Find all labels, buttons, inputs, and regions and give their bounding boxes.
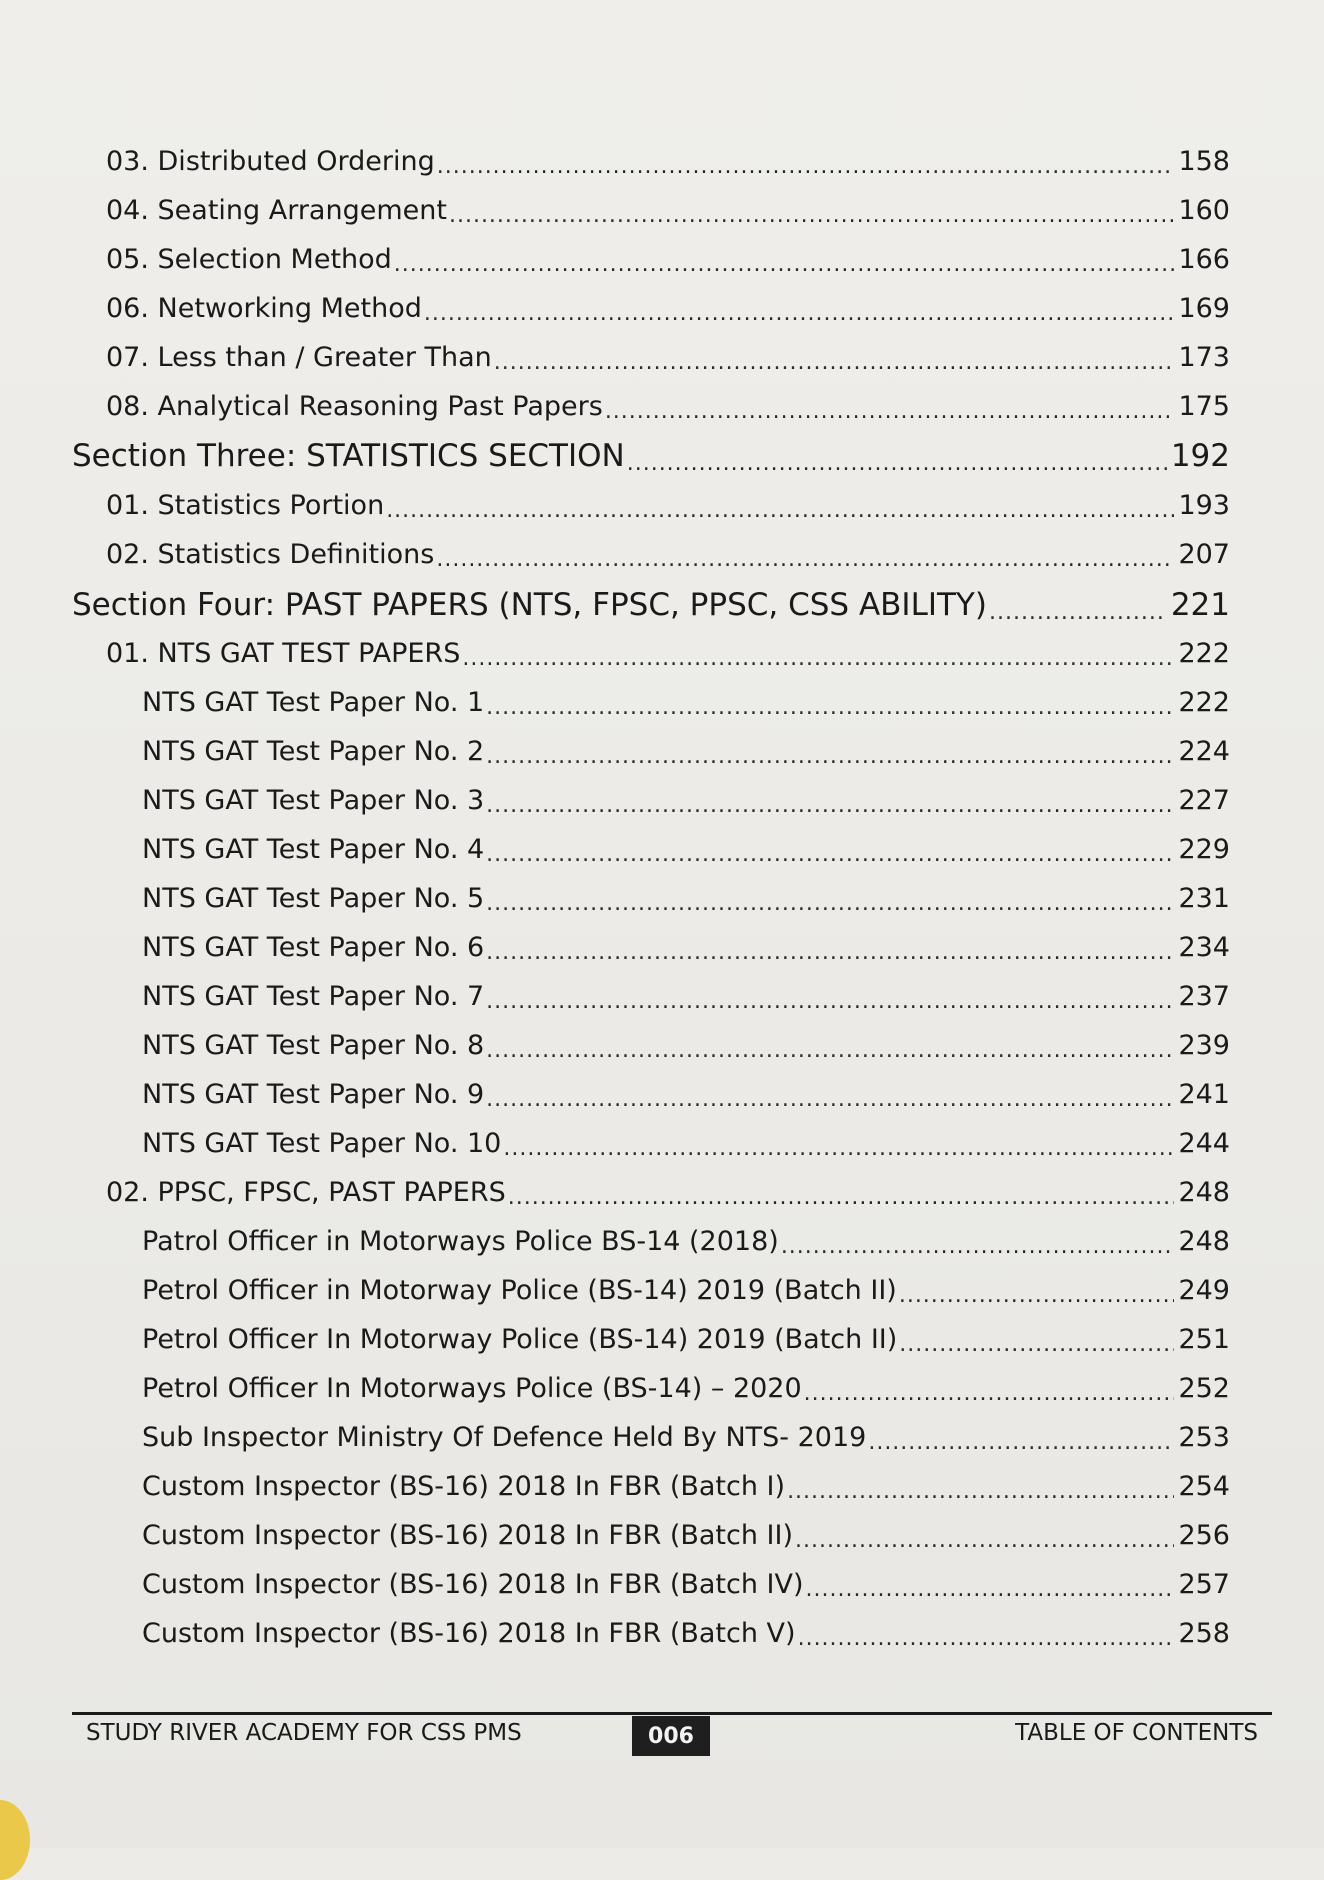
toc-entry-title: NTS GAT Test Paper No. 5 — [142, 883, 485, 914]
toc-entry-title: Custom Inspector (BS-16) 2018 In FBR (Batch I) — [142, 1471, 786, 1502]
dot-leader — [494, 346, 1175, 373]
toc-entry-page: 251 — [1178, 1324, 1230, 1355]
footer-section-label: TABLE OF CONTENTS — [1015, 1720, 1258, 1746]
toc-entry — [142, 785, 1230, 816]
toc-entry-title: Petrol Officer In Motorways Police (BS-14) – 2020 — [142, 1373, 802, 1404]
toc-entry — [106, 146, 1230, 177]
toc-entry-page: 192 — [1170, 438, 1230, 474]
toc-entry-page: 252 — [1178, 1373, 1230, 1404]
toc-entry — [142, 1618, 1230, 1649]
toc-section-heading — [72, 587, 1230, 623]
toc-entry-page: 222 — [1178, 638, 1230, 669]
toc-entry — [106, 293, 1230, 324]
toc-entry — [142, 883, 1230, 914]
toc-entry — [142, 981, 1230, 1012]
toc-entry-page: 249 — [1178, 1275, 1230, 1306]
toc-entry — [142, 1520, 1230, 1551]
toc-entry-page: 229 — [1178, 834, 1230, 865]
toc-entry-page: 248 — [1178, 1226, 1230, 1257]
toc-entry-page: 244 — [1178, 1128, 1230, 1159]
toc-entry-page: 166 — [1178, 244, 1230, 275]
dot-leader — [486, 838, 1174, 865]
toc-entry-page: 222 — [1178, 687, 1230, 718]
dot-leader — [804, 1377, 1175, 1404]
toc-entry-page: 227 — [1178, 785, 1230, 816]
dot-leader — [486, 985, 1174, 1012]
toc-entry-title: Patrol Officer in Motorways Police BS-14 (2018) — [142, 1226, 779, 1257]
toc-entry-page: 207 — [1178, 539, 1230, 570]
toc-entry-page: 248 — [1178, 1177, 1230, 1208]
toc-entry-title: NTS GAT Test Paper No. 10 — [142, 1128, 502, 1159]
dot-leader — [868, 1426, 1174, 1453]
toc-entry-page: 239 — [1178, 1030, 1230, 1061]
dot-leader — [503, 1132, 1174, 1159]
page-number-badge: 006 — [632, 1716, 710, 1756]
toc-entry-page: 237 — [1178, 981, 1230, 1012]
toc-section-heading — [72, 438, 1230, 474]
toc-entry — [142, 736, 1230, 767]
toc-entry-page: 234 — [1178, 932, 1230, 963]
toc-entry-page: 254 — [1178, 1471, 1230, 1502]
toc-entry-title: 02. PPSC, FPSC, PAST PAPERS — [106, 1177, 506, 1208]
toc-entry-page: 253 — [1178, 1422, 1230, 1453]
toc-entry-title: Section Four: PAST PAPERS (NTS, FPSC, PPSC, CSS ABILITY) — [72, 587, 987, 623]
dot-leader — [486, 691, 1174, 718]
toc-entry-title: Custom Inspector (BS-16) 2018 In FBR (Batch V) — [142, 1618, 796, 1649]
toc-entry — [106, 1177, 1230, 1208]
toc-entry-title: NTS GAT Test Paper No. 7 — [142, 981, 485, 1012]
toc-entry-page: 221 — [1170, 587, 1230, 623]
toc-entry-title: 07. Less than / Greater Than — [106, 342, 492, 373]
toc-entry — [142, 1226, 1230, 1257]
dot-leader — [605, 395, 1175, 422]
toc-entry-title: Sub Inspector Ministry Of Defence Held By NTS- 2019 — [142, 1422, 867, 1453]
toc-entry — [142, 1569, 1230, 1600]
toc-entry-page: 169 — [1178, 293, 1230, 324]
footer-rule — [72, 1712, 1272, 1715]
dot-leader — [899, 1328, 1174, 1355]
toc-entry-title: NTS GAT Test Paper No. 2 — [142, 736, 485, 767]
toc-entry — [106, 391, 1230, 422]
toc-entry-page: 241 — [1178, 1079, 1230, 1110]
toc-entry-title: 01. Statistics Portion — [106, 490, 385, 521]
dot-leader — [437, 150, 1175, 177]
toc-entry-page: 160 — [1178, 195, 1230, 226]
dot-leader — [795, 1524, 1174, 1551]
toc-entry — [106, 244, 1230, 275]
dot-leader — [462, 642, 1174, 669]
dot-leader — [989, 592, 1167, 623]
dot-leader — [486, 1083, 1174, 1110]
toc-entry-title: 05. Selection Method — [106, 244, 392, 275]
toc-entry-title: 01. NTS GAT TEST PAPERS — [106, 638, 461, 669]
dot-leader — [486, 1034, 1174, 1061]
dot-leader — [394, 248, 1175, 275]
dot-leader — [486, 789, 1174, 816]
toc-entry-page: 175 — [1178, 391, 1230, 422]
toc-entry-title: NTS GAT Test Paper No. 1 — [142, 687, 485, 718]
toc-entry-title: Petrol Officer In Motorway Police (BS-14) 2019 (Batch II) — [142, 1324, 898, 1355]
toc-entry — [142, 1324, 1230, 1355]
dot-leader — [486, 740, 1174, 767]
toc-entry-title: Custom Inspector (BS-16) 2018 In FBR (Batch II) — [142, 1520, 794, 1551]
dot-leader — [899, 1279, 1175, 1306]
toc-entry-page: 258 — [1178, 1618, 1230, 1649]
dot-leader — [798, 1622, 1175, 1649]
toc-entry — [142, 932, 1230, 963]
dot-leader — [787, 1475, 1174, 1502]
toc-entry-title: NTS GAT Test Paper No. 4 — [142, 834, 485, 865]
dot-leader — [449, 199, 1174, 226]
toc-entry — [106, 490, 1230, 521]
toc-entry — [142, 1079, 1230, 1110]
toc-entry-page: 173 — [1178, 342, 1230, 373]
toc-entry-title: NTS GAT Test Paper No. 3 — [142, 785, 485, 816]
dot-leader — [781, 1230, 1175, 1257]
dot-leader — [424, 297, 1175, 324]
dot-leader — [806, 1573, 1175, 1600]
toc-entry — [142, 1422, 1230, 1453]
toc-entry-title: Petrol Officer in Motorway Police (BS-14) 2019 (Batch II) — [142, 1275, 897, 1306]
toc-entry — [142, 687, 1230, 718]
toc-entry-page: 256 — [1178, 1520, 1230, 1551]
toc-entry — [106, 195, 1230, 226]
toc-entry-title: NTS GAT Test Paper No. 8 — [142, 1030, 485, 1061]
toc-entry-title: 08. Analytical Reasoning Past Papers — [106, 391, 603, 422]
toc-entry — [142, 1471, 1230, 1502]
toc-entry-page: 257 — [1178, 1569, 1230, 1600]
dot-leader — [436, 543, 1174, 570]
toc-entry — [106, 638, 1230, 669]
toc-entry-title: NTS GAT Test Paper No. 6 — [142, 932, 485, 963]
toc-entry — [142, 834, 1230, 865]
page-corner-stain — [0, 1800, 30, 1880]
toc-entry — [142, 1275, 1230, 1306]
toc-entry-page: 193 — [1178, 490, 1230, 521]
toc-entry-page: 158 — [1178, 146, 1230, 177]
toc-entry-title: NTS GAT Test Paper No. 9 — [142, 1079, 485, 1110]
toc-entry — [142, 1030, 1230, 1061]
toc-entry-page: 224 — [1178, 736, 1230, 767]
toc-entry — [106, 539, 1230, 570]
dot-leader — [508, 1181, 1175, 1208]
toc-entry-title: 03. Distributed Ordering — [106, 146, 435, 177]
toc-entry-page: 231 — [1178, 883, 1230, 914]
toc-entry — [106, 342, 1230, 373]
toc-entry-title: Section Three: STATISTICS SECTION — [72, 438, 625, 474]
toc-entry-title: 02. Statistics Definitions — [106, 539, 435, 570]
toc-entry-title: Custom Inspector (BS-16) 2018 In FBR (Batch IV) — [142, 1569, 804, 1600]
dot-leader — [486, 936, 1174, 963]
toc-entry-title: 06. Networking Method — [106, 293, 422, 324]
toc-entry-title: 04. Seating Arrangement — [106, 195, 447, 226]
dot-leader — [627, 443, 1167, 474]
dot-leader — [386, 494, 1174, 521]
toc-entry — [142, 1128, 1230, 1159]
footer-publisher: STUDY RIVER ACADEMY FOR CSS PMS — [86, 1720, 522, 1746]
dot-leader — [486, 887, 1174, 914]
toc-entry — [142, 1373, 1230, 1404]
